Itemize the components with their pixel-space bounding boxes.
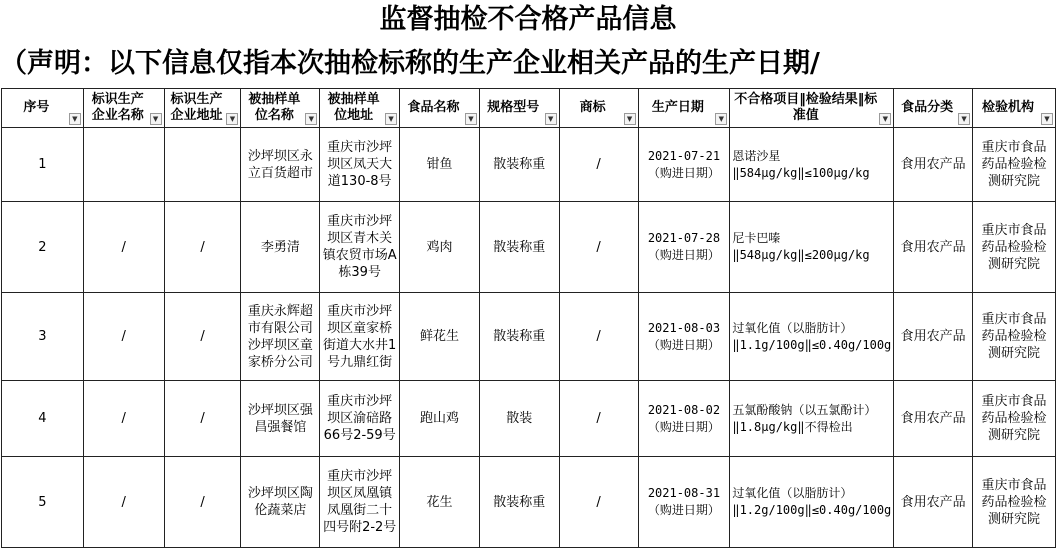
cell-spec[interactable]: 散装称重: [479, 202, 559, 293]
cell-unit-name[interactable]: 沙坪坝区陶伦蔬菜店: [241, 457, 320, 548]
table-row: [2, 202, 1056, 293]
cell-brand[interactable]: /: [559, 381, 638, 457]
sheet-subtitle: （声明：以下信息仅指本次抽检标称的生产企业相关产品的生产日期/: [0, 48, 820, 79]
cell-failed-item[interactable]: 恩诺沙星‖584μg/kg‖≤100μg/kg: [730, 128, 894, 202]
cell-failed-item[interactable]: 五氯酚酸钠（以五氯酚计）‖1.8μg/kg‖不得检出: [730, 381, 894, 457]
cell-mfr-addr[interactable]: /: [164, 293, 241, 381]
column-header[interactable]: 检验机构 ▼: [973, 89, 1056, 128]
cell-mfr-name[interactable]: [83, 128, 164, 202]
cell-category[interactable]: 食用农产品: [894, 202, 973, 293]
cell-no[interactable]: 5: [2, 457, 84, 548]
cell-brand[interactable]: /: [559, 457, 638, 548]
dropdown-arrow-icon[interactable]: ▼: [958, 113, 970, 125]
cell-no[interactable]: 3: [2, 293, 84, 381]
cell-category[interactable]: 食用农产品: [894, 128, 973, 202]
dropdown-arrow-icon[interactable]: ▼: [385, 113, 397, 125]
cell-failed-item[interactable]: 过氧化值（以脂肪计）‖1.1g/100g‖≤0.40g/100g: [730, 293, 894, 381]
cell-unit-name[interactable]: 沙坪坝区永立百货超市: [241, 128, 320, 202]
cell-mfr-addr[interactable]: /: [164, 202, 241, 293]
cell-category[interactable]: 食用农产品: [894, 381, 973, 457]
cell-brand[interactable]: /: [559, 128, 638, 202]
column-header[interactable]: 商标 ▼: [559, 89, 638, 128]
dropdown-arrow-icon[interactable]: ▼: [624, 113, 636, 125]
cell-no[interactable]: 1: [2, 128, 84, 202]
dropdown-arrow-icon[interactable]: ▼: [1041, 113, 1053, 125]
cell-agency[interactable]: 重庆市食品药品检验检测研究院: [973, 293, 1056, 381]
column-header[interactable]: 不合格项目‖检验结果‖标准值 ▼: [730, 89, 894, 128]
cell-agency[interactable]: 重庆市食品药品检验检测研究院: [973, 128, 1056, 202]
cell-date[interactable]: 2021-08-03（购进日期）: [638, 293, 730, 381]
dropdown-arrow-icon[interactable]: ▼: [305, 113, 317, 125]
table-row: [2, 128, 1056, 202]
column-header[interactable]: 标识生产企业地址 ▼: [164, 89, 241, 128]
cell-spec[interactable]: 散装称重: [479, 128, 559, 202]
sheet-title: 监督抽检不合格产品信息: [379, 4, 677, 35]
dropdown-arrow-icon[interactable]: ▼: [226, 113, 238, 125]
cell-category[interactable]: 食用农产品: [894, 293, 973, 381]
cell-spec[interactable]: 散装称重: [479, 457, 559, 548]
header-row: [2, 89, 1056, 128]
cell-food[interactable]: 钳鱼: [400, 128, 480, 202]
cell-food[interactable]: 鸡肉: [400, 202, 480, 293]
column-header[interactable]: 标识生产企业名称 ▼: [83, 89, 164, 128]
cell-mfr-name[interactable]: /: [83, 457, 164, 548]
column-header[interactable]: 食品名称 ▼: [400, 89, 480, 128]
dropdown-arrow-icon[interactable]: ▼: [465, 113, 477, 125]
cell-failed-item[interactable]: 过氧化值（以脂肪计）‖1.2g/100g‖≤0.40g/100g: [730, 457, 894, 548]
cell-spec[interactable]: 散装: [479, 381, 559, 457]
cell-mfr-name[interactable]: /: [83, 202, 164, 293]
cell-agency[interactable]: 重庆市食品药品检验检测研究院: [973, 202, 1056, 293]
cell-category[interactable]: 食用农产品: [894, 457, 973, 548]
dropdown-arrow-icon[interactable]: ▼: [150, 113, 162, 125]
cell-unit-name[interactable]: 李勇清: [241, 202, 320, 293]
cell-mfr-addr[interactable]: [164, 128, 241, 202]
cell-no[interactable]: 4: [2, 381, 84, 457]
cell-date[interactable]: 2021-08-31（购进日期）: [638, 457, 730, 548]
cell-brand[interactable]: /: [559, 202, 638, 293]
cell-unit-addr[interactable]: 重庆市沙坪坝区渝碚路66号2-59号: [320, 381, 400, 457]
cell-agency[interactable]: 重庆市食品药品检验检测研究院: [973, 457, 1056, 548]
cell-unit-name[interactable]: 重庆永辉超市有限公司沙坪坝区童家桥分公司: [241, 293, 320, 381]
cell-no[interactable]: 2: [2, 202, 84, 293]
cell-unit-addr[interactable]: 重庆市沙坪坝区凤凰镇凤凰街二十四号附2-2号: [320, 457, 400, 548]
column-header[interactable]: 被抽样单位地址 ▼: [320, 89, 400, 128]
column-header[interactable]: 规格型号 ▼: [479, 89, 559, 128]
cell-mfr-addr[interactable]: /: [164, 457, 241, 548]
cell-food[interactable]: 花生: [400, 457, 480, 548]
table-row: [2, 381, 1056, 457]
cell-mfr-name[interactable]: /: [83, 293, 164, 381]
column-header[interactable]: 序号 ▼: [2, 89, 84, 128]
cell-brand[interactable]: /: [559, 293, 638, 381]
dropdown-arrow-icon[interactable]: ▼: [545, 113, 557, 125]
cell-agency[interactable]: 重庆市食品药品检验检测研究院: [973, 381, 1056, 457]
cell-food[interactable]: 跑山鸡: [400, 381, 480, 457]
cell-unit-addr[interactable]: 重庆市沙坪坝区凤天大道130-8号: [320, 128, 400, 202]
column-header[interactable]: 被抽样单位名称 ▼: [241, 89, 320, 128]
cell-failed-item[interactable]: 尼卡巴嗪‖548μg/kg‖≤200μg/kg: [730, 202, 894, 293]
dropdown-arrow-icon[interactable]: ▼: [69, 113, 81, 125]
cell-date[interactable]: 2021-07-28（购进日期）: [638, 202, 730, 293]
cell-unit-addr[interactable]: 重庆市沙坪坝区青木关镇农贸市场A栋39号: [320, 202, 400, 293]
column-header[interactable]: 食品分类 ▼: [894, 89, 973, 128]
cell-food[interactable]: 鲜花生: [400, 293, 480, 381]
cell-unit-name[interactable]: 沙坪坝区强昌强餐馆: [241, 381, 320, 457]
table-row: [2, 457, 1056, 548]
table-row: [2, 293, 1056, 381]
cell-mfr-addr[interactable]: /: [164, 381, 241, 457]
dropdown-arrow-icon[interactable]: ▼: [715, 113, 727, 125]
cell-mfr-name[interactable]: /: [83, 381, 164, 457]
cell-date[interactable]: 2021-07-21（购进日期）: [638, 128, 730, 202]
dropdown-arrow-icon[interactable]: ▼: [879, 113, 891, 125]
cell-date[interactable]: 2021-08-02（购进日期）: [638, 381, 730, 457]
inspection-table: [1, 88, 1056, 548]
cell-spec[interactable]: 散装称重: [479, 293, 559, 381]
column-header[interactable]: 生产日期 ▼: [638, 89, 730, 128]
cell-unit-addr[interactable]: 重庆市沙坪坝区童家桥街道大水井1号九鼎红街: [320, 293, 400, 381]
